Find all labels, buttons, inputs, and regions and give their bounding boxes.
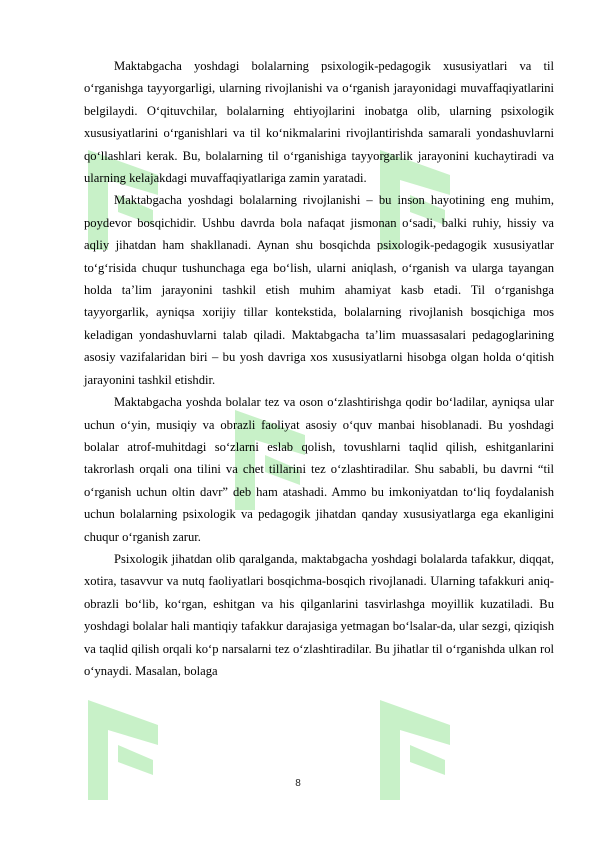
paragraph: Maktabgacha yoshda bolalar tez va oson oʻzlashtirishga qodir boʻladilar, ayniqsa ular uchun oʻyin, musiqiy va obrazli faoliyat asosiy oʻquv manbai hisoblanadi. Bu yoshdagi bolalar atrof-muhitdagi soʻzlarni eslab qolish, tovushlarni taqlid qilish, eshitganlarini takrorlash orqali ona tilini va chet tillarini tez oʻzlashtiradilar. Shu sababli, bu davrni “til oʻrganish uchun oltin davr” deb ham atashadi. Ammo bu imkoniyatdan toʻliq foydalanish uchun bolalarning psixologik va pedagogik jihatdan qanday xususiyatlarga ega ekanligini chuqur oʻrganish zarur.: [84, 395, 554, 544]
paragraph: Maktabgacha yoshdagi bolalarning rivojlanishi – bu inson hayotining eng muhim, poydevor bosqichidir. Ushbu davrda bola nafaqat jismonan oʻsadi, balki ruhiy, hissiy va aqliy jihatdan ham shakllanadi. Aynan shu bosqichda psixologik-pedagogik xususiyatlar toʻgʻrisida chuqur tushunchaga ega boʻlish, ularni aniqlash, oʻrganish va ularga tayangan holda taʼlim jarayonini tashkil etish muhim ahamiyat kasb etadi. Til oʻrganishga tayyorgarlik, ayniqsa xorijiy tillar kontekstida, bolalarning rivojlanish bosqichiga mos keladigan yondashuvlarni talab qiladi. Maktabgacha taʼlim muassasalari pedagoglarining asosiy vazifalaridan biri – bu yosh davriga xos xususiyatlarni hisobga olgan holda oʻqitish jarayonini tashkil etishdir.: [84, 193, 554, 387]
paragraph: Psixologik jihatdan olib qaralganda, maktabgacha yoshdagi bolalarda tafakkur, diqqat, xotira, tasavvur va nutq faoliyatlari bosqichma-bosqich rivojlanadi. Ularning tafakkuri aniq-obrazli boʻlib, koʻrgan, eshitgan va his qilganlarini tasvirlashga moyillik kuzatiladi. Bu yoshdagi bolalar hali mantiqiy tafakkur darajasiga yetmagan boʻlsalar-da, ular sezgi, qiziqish va taqlid qilish orqali koʻp narsalarni tez oʻzlashtiradilar. Bu jihatlar til oʻrganishda ulkan rol oʻynaydi. Masalan, bolaga: [84, 551, 554, 678]
green-arrow-watermark-icon: [78, 690, 168, 810]
green-arrow-watermark-icon: [370, 690, 460, 810]
document-body: [84, 55, 554, 682]
page-number: 8: [295, 778, 301, 789]
paragraph: Maktabgacha yoshdagi bolalarning psixologik-pedagogik xususiyatlari va til oʻrganishga tayyorgarligi, ularning rivojlanishi va oʻrganish jarayonidagi muvaffaqiyatlarini belgilaydi. Oʻqituvchilar, bolalarning ehtiyojlarini inobatga olib, ularning psixologik xususiyatlarini oʻrganishlari va til koʻnikmalarini rivojlantirishda samarali yondashuvlarni qoʻllashlari kerak. Bu, bolalarning til oʻrganishiga tayyorgarlik jarayonini kuchaytiradi va ularning kelajakdagi muvaffaqiyatlariga zamin yaratadi.: [84, 59, 554, 186]
